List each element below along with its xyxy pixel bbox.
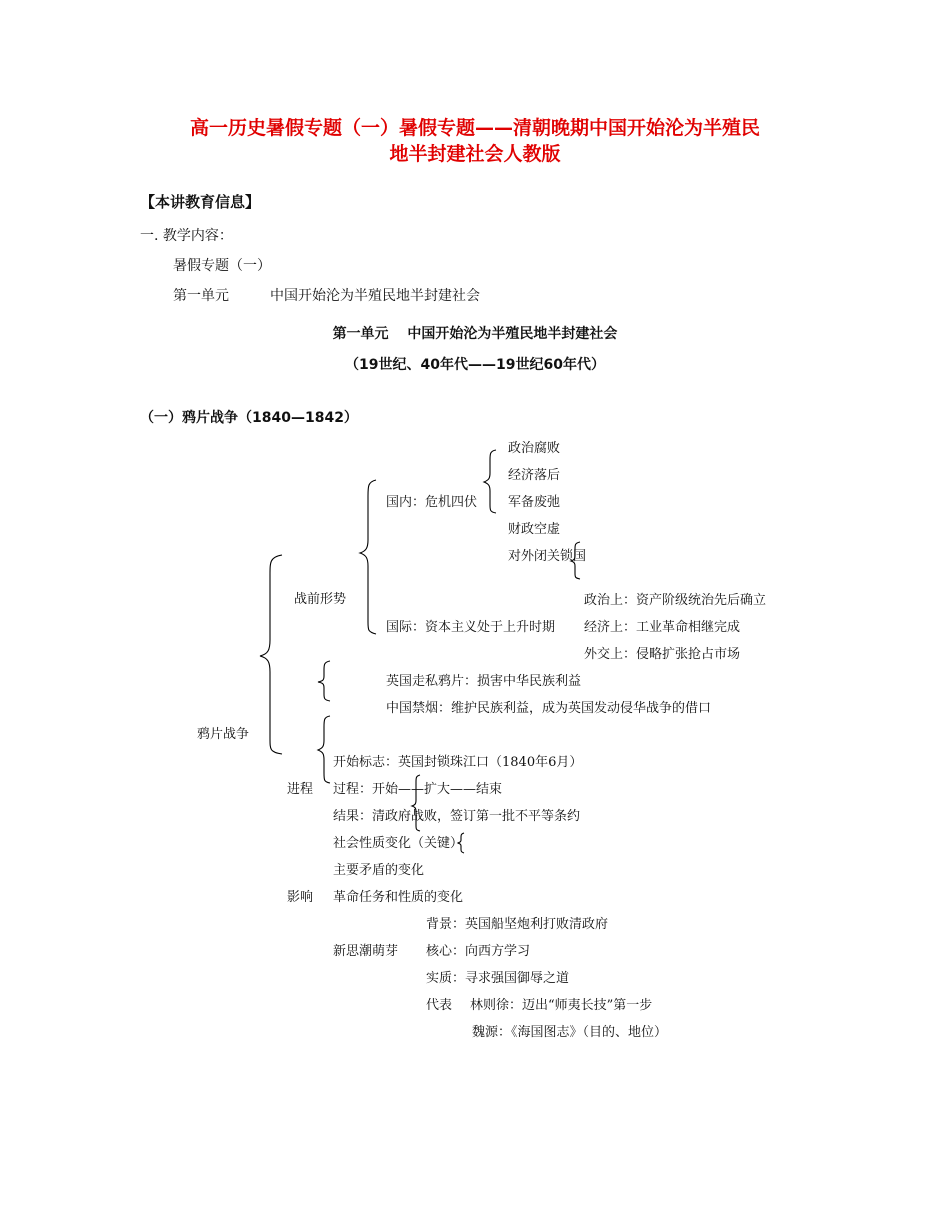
opium-war-heading: （一）鸦片战争（1840—1842） [140,410,358,426]
process-item: 结果：清政府战败，签订第一批不平等条约 [333,809,581,824]
brace-process [318,716,330,783]
diagram-representative: 代表 [426,998,453,1013]
content-heading: 一. 教学内容： [140,228,233,244]
unit-heading: 第一单元 中国开始沦为半殖民地半封建社会 [332,326,618,342]
influence-item: 社会性质变化（关键） [333,836,464,851]
diagram-process: 进程 [287,782,314,797]
new-thought-item: 核心：向西方学习 [426,944,531,959]
diagram-international: 国际：资本主义处于上升时期 [386,620,556,635]
new-thought-item: 实质：寻求强国御辱之道 [426,971,570,986]
representative-wei: 魏源：《海国图志》（目的、地位） [472,1025,668,1040]
diagram-influence: 影响 [287,890,314,905]
brace-prewar [360,480,376,634]
document-title-line1: 高一历史暑假专题（一）暑假专题——清朝晚期中国开始沦为半殖民 [189,117,760,139]
cause-item: 中国禁烟：维护民族利益，成为英国发动侵华战争的借口 [386,701,712,716]
influence-item: 主要矛盾的变化 [333,863,425,878]
brace-domestic [484,450,496,513]
process-item: 开始标志：英国封锁珠江口（1840年6月） [333,755,583,770]
domestic-item: 经济落后 [508,468,561,483]
brace-causes [318,661,330,701]
cause-item: 英国走私鸦片：损害中华民族利益 [386,674,582,689]
document-title-line2: 地半封建社会人教版 [389,143,561,165]
domestic-item: 政治腐败 [508,441,561,456]
international-item: 政治上：资产阶级统治先后确立 [584,593,767,608]
representative-lin: 林则徐：迈出“师夷长技”第一步 [470,998,653,1013]
brace-root [260,555,282,754]
diagram-prewar: 战前形势 [294,592,347,607]
content-item-summer-topic: 暑假专题（一） [173,258,271,274]
new-thought-item: 背景：英国船坚炮利打败清政府 [426,917,609,932]
content-item-unit-topic: 中国开始沦为半殖民地半封建社会 [270,288,480,304]
diagram-domestic: 国内：危机四伏 [386,495,478,510]
domestic-item: 财政空虚 [508,522,561,537]
section-header: 【本讲教育信息】 [140,193,261,211]
international-item: 外交上：侵略扩张抢占市场 [584,647,741,662]
diagram-root: 鸦片战争 [197,727,250,742]
unit-period: （19世纪、40年代——19世纪60年代） [345,357,605,373]
process-item: 过程：开始——扩大——结束 [333,782,503,797]
international-item: 经济上：工业革命相继完成 [584,620,741,635]
diagram-new-thought: 新思潮萌芽 [333,944,399,959]
domestic-item: 对外闭关锁国 [508,549,587,564]
content-item-unit: 第一单元 [173,288,229,304]
domestic-item: 军备废弛 [508,495,561,510]
influence-item: 革命任务和性质的变化 [333,890,464,905]
